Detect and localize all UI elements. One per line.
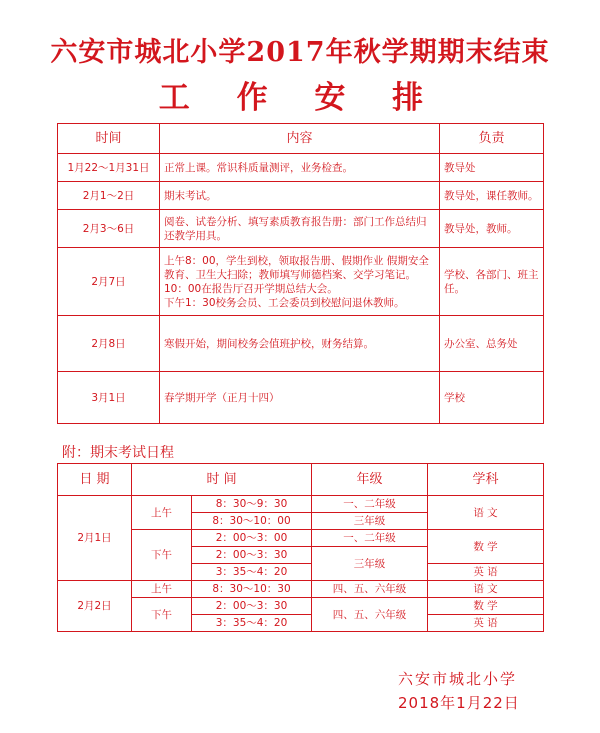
- exam-time: 2：00～3：30: [192, 547, 312, 564]
- header-date: 日 期: [58, 464, 132, 496]
- exam-subject: 数 学: [428, 530, 544, 564]
- document-subtitle: 工 作 安 排: [158, 80, 442, 116]
- exam-period: 上午: [132, 581, 192, 598]
- table-header-row: [58, 464, 544, 496]
- row-content: 期末考试。: [160, 182, 440, 210]
- exam-time: 8：30～10：00: [192, 513, 312, 530]
- exam-time: 3：35～4：20: [192, 564, 312, 581]
- exam-schedule-table: [57, 463, 544, 632]
- document-title: 六安市城北小学2017年秋学期期末结束: [50, 37, 550, 68]
- row-owner: 学校: [440, 372, 544, 424]
- table-row: [58, 248, 544, 316]
- exam-subject: 语 文: [428, 581, 544, 598]
- exam-grade: 三年级: [312, 547, 428, 581]
- exam-time: 8：30～10：30: [192, 581, 312, 598]
- exam-subject: 数 学: [428, 598, 544, 615]
- row-time: 2月1～2日: [58, 182, 160, 210]
- row-content: 寒假开始，期间校务会值班护校，财务结算。: [160, 316, 440, 372]
- row-content-morning: 上午8：00，学生到校，领取报告册、假期作业 假期安全教育、卫生大扫除；教师填写师德档案、交学习笔记。10：00在报告厅召开学期总结大会。: [164, 254, 429, 295]
- exam-date: 2月1日: [58, 496, 132, 581]
- exam-time: 8：30～9：30: [192, 496, 312, 513]
- exam-period: 上午: [132, 496, 192, 530]
- row-content-afternoon: 下午1：30校务会员、工会委员到校慰问退休教师。: [164, 296, 405, 309]
- exam-grade: 一、二年级: [312, 530, 428, 547]
- row-owner: 教导处，课任教师。: [440, 182, 544, 210]
- exam-period: 下午: [132, 530, 192, 581]
- exam-subject: 语 文: [428, 496, 544, 530]
- table-row: [58, 210, 544, 248]
- exam-grade: 四、五、六年级: [312, 581, 428, 598]
- row-content: 阅卷、试卷分析、填写素质教育报告册：部门工作总结归还教学用具。: [160, 210, 440, 248]
- exam-subject: 英 语: [428, 564, 544, 581]
- row-content: 正常上课。常识科质量测评，业务检查。: [160, 154, 440, 182]
- header-time: 时间: [58, 124, 160, 154]
- header-owner: 负责: [440, 124, 544, 154]
- table-row: [58, 316, 544, 372]
- header-subject: 学科: [428, 464, 544, 496]
- row-owner: 办公室、总务处: [440, 316, 544, 372]
- work-schedule-table: [57, 123, 544, 424]
- exam-time: 2：00～3：00: [192, 530, 312, 547]
- header-time: 时 间: [132, 464, 312, 496]
- table-row: [58, 581, 544, 598]
- row-time: 2月7日: [58, 248, 160, 316]
- exam-grade: 一、二年级: [312, 496, 428, 513]
- header-grade: 年级: [312, 464, 428, 496]
- exam-schedule-note: 附：期末考试日程: [62, 445, 174, 461]
- exam-subject: 英 语: [428, 615, 544, 632]
- row-owner: 教导处，教师。: [440, 210, 544, 248]
- table-row: [58, 496, 544, 513]
- table-header-row: [58, 124, 544, 154]
- row-content: [160, 248, 440, 316]
- row-time: 2月3～6日: [58, 210, 160, 248]
- table-row: [58, 182, 544, 210]
- row-time: 3月1日: [58, 372, 160, 424]
- row-owner: 教导处: [440, 154, 544, 182]
- row-time: 2月8日: [58, 316, 160, 372]
- exam-period: 下午: [132, 598, 192, 632]
- row-content: 春学期开学（正月十四）: [160, 372, 440, 424]
- row-time: 1月22～1月31日: [58, 154, 160, 182]
- exam-time: 2：00～3：30: [192, 598, 312, 615]
- exam-time: 3：35～4：20: [192, 615, 312, 632]
- exam-grade: 四、五、六年级: [312, 598, 428, 632]
- table-row: [58, 154, 544, 182]
- exam-date: 2月2日: [58, 581, 132, 632]
- table-row: [58, 372, 544, 424]
- signature-date: 2018年1月22日: [398, 694, 520, 712]
- row-owner: 学校、各部门、班主任。: [440, 248, 544, 316]
- signature-organization: 六安市城北小学: [398, 670, 518, 688]
- header-content: 内容: [160, 124, 440, 154]
- exam-grade: 三年级: [312, 513, 428, 530]
